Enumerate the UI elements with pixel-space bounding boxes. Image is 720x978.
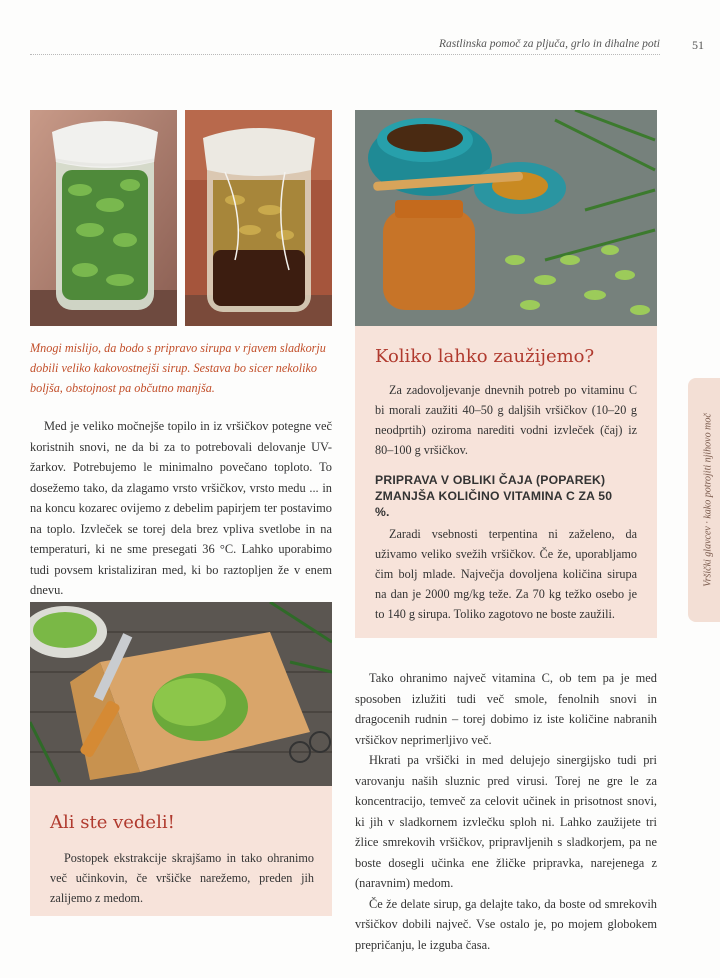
- box-paragraph-1: Za zadovoljevanje dnevnih potreb po vitaminu C bi morali zaužiti 40–50 g daljših vršičkov (10–20 g neodprtih) oziroma narediti vodni izvleček (čaj) iz 80–100 g vršičkov.: [375, 383, 637, 457]
- photo-tea-honey-spruce: [355, 110, 657, 326]
- paragraph: Med je veliko močnejše topilo in iz vršičkov potegne več koristnih snovi, ne da bi za to potrebovali delovanje UV-žarkov. Potrebujemo le minimalno povečano toploto. To dosežemo tako, da zlagamo vrsto vršičkov, vrsto medu ... in na koncu kozarec ovijemo z debelim papirjem ter postavimo na toplo. Izvleček se torej dela brez vpliva svetlobe in na temperaturi, ki ne sme presegati 36 °C. Lahko uporabimo tudi povsem kristaliziran med, ki bo raztopljen že v enem dnevu.: [30, 419, 332, 597]
- photo-jar-sugar-syrup: [30, 110, 177, 326]
- left-body-text: [30, 416, 332, 601]
- box-title-dosage: Koliko lahko zaužijemo?: [375, 346, 595, 367]
- box-subheading: PRIPRAVA V OBLIKI ČAJA (POPAREK) ZMANJŠA KOLIČINO VITAMINA C ZA 50 %.: [375, 473, 613, 519]
- box-paragraph-2: Zaradi vsebnosti terpentina ni zaželeno, da uživamo veliko svežih vršičkov. Če že, uporabljamo čim bolj mlade. Največja dovoljena količina sirupa na dan je 2000 mg/kg teže. Za 70 kg težko osebo je to 140 g sirupa. Toliko zagotovo ne boste zaužili.: [375, 527, 637, 621]
- photo-caption: Mnogi mislijo, da bodo s pripravo sirupa v rjavem sladkorju dobili veliko kakovostnejši sirup. Sestava bo sicer nekoliko boljša, obstojnost pa občutno manjša.: [30, 341, 326, 395]
- box-paragraph: [375, 380, 637, 460]
- paragraph: Če že delate sirup, ga delajte tako, da boste od smrekovih vršičkov dobili največ. Vse ostalo je, po mojem globokem prepričanju, le izguba časa.: [355, 896, 657, 952]
- box-title-did-you-know: Ali ste vedeli!: [50, 812, 175, 833]
- paragraph: Hkrati pa vršički in med delujejo sinergijsko tudi pri varovanju naših sluznic pred virusi. Torej ne gre le za koncentracijo, temveč za celovit učinek in prisotnost snovi, ki jih v sladkornem izvlečku sploh ni. Lahko zaužijete tri žlice smrekovih vršičkov, pripravljenih s sladkorjem, pa ne boste dosegli učinka ene žličke pripravka, narejenega z (naravnim) medom.: [355, 753, 657, 890]
- photo-jar-honey-syrup: [185, 110, 332, 326]
- box-paragraph: [375, 524, 637, 624]
- right-body-text: [355, 668, 657, 955]
- paragraph: Tako ohranimo največ vitamina C, ob tem pa je med sposoben izlužiti tudi več smole, fenolnih snovi in dragocenih rudnin – torej dobimo iz iste količine nabranih vršičkov neprimerljivo več.: [355, 671, 657, 747]
- page-number: 51: [692, 38, 704, 52]
- box-left-paragraph: Postopek ekstrakcije skrajšamo in tako ohranimo več učinkovin, če vršičke narežemo, preden jih zalijemo z medom.: [50, 851, 314, 905]
- chapter-side-tab-label: Vršički glavcev · kako potrojiti njihovo moč: [702, 413, 714, 587]
- photo-chopped-spruce: [30, 602, 332, 786]
- box-paragraph: [50, 848, 314, 908]
- running-title: Rastlinska pomoč za pljuča, grlo in dihalne poti: [30, 38, 660, 55]
